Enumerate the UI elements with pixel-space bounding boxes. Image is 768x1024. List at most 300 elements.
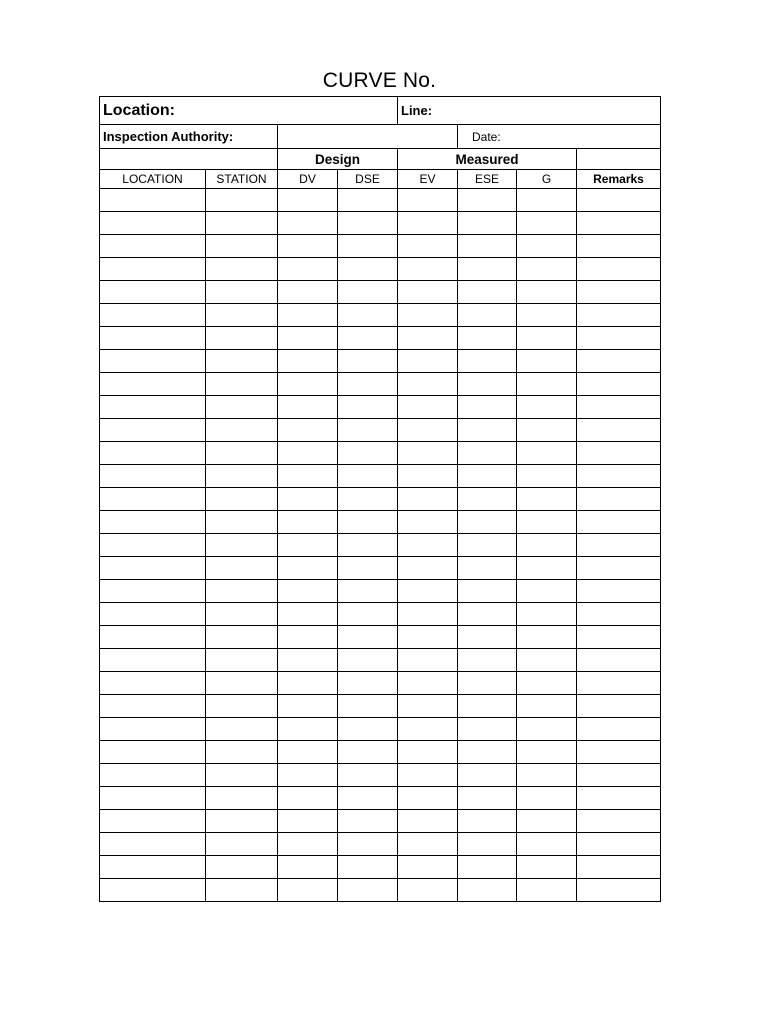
cell-ev[interactable] (398, 327, 458, 350)
table-row (100, 419, 661, 442)
cell-ev[interactable] (398, 212, 458, 235)
cell-g[interactable] (517, 419, 577, 442)
cell-dv[interactable] (278, 764, 338, 787)
cell-g[interactable] (517, 350, 577, 373)
cell-remarks[interactable] (577, 350, 661, 373)
cell-g[interactable] (517, 580, 577, 603)
cell-remarks[interactable] (577, 557, 661, 580)
cell-ese[interactable] (458, 281, 517, 304)
cell-ese[interactable] (458, 442, 517, 465)
cell-ev[interactable] (398, 672, 458, 695)
cell-ese[interactable] (458, 235, 517, 258)
cell-ev[interactable] (398, 373, 458, 396)
cell-location[interactable] (100, 718, 206, 741)
cell-station[interactable] (206, 488, 278, 511)
cell-location[interactable] (100, 603, 206, 626)
cell-ev[interactable] (398, 419, 458, 442)
cell-dse[interactable] (338, 764, 398, 787)
cell-ev[interactable] (398, 488, 458, 511)
cell-location[interactable] (100, 235, 206, 258)
cell-location[interactable] (100, 304, 206, 327)
cell-remarks[interactable] (577, 189, 661, 212)
cell-g[interactable] (517, 534, 577, 557)
cell-location[interactable] (100, 373, 206, 396)
cell-dv[interactable] (278, 787, 338, 810)
cell-dse[interactable] (338, 281, 398, 304)
cell-ev[interactable] (398, 442, 458, 465)
cell-dse[interactable] (338, 442, 398, 465)
cell-g[interactable] (517, 511, 577, 534)
cell-station[interactable] (206, 511, 278, 534)
cell-location[interactable] (100, 810, 206, 833)
cell-ev[interactable] (398, 534, 458, 557)
cell-g[interactable] (517, 212, 577, 235)
cell-location[interactable] (100, 580, 206, 603)
location-field[interactable] (100, 97, 398, 125)
cell-ev[interactable] (398, 235, 458, 258)
cell-dse[interactable] (338, 419, 398, 442)
cell-location[interactable] (100, 741, 206, 764)
cell-remarks[interactable] (577, 741, 661, 764)
cell-station[interactable] (206, 350, 278, 373)
col-header-dv: DV (278, 170, 338, 189)
cell-station[interactable] (206, 787, 278, 810)
table-row (100, 488, 661, 511)
cell-g[interactable] (517, 603, 577, 626)
col-header-dse: DSE (338, 170, 398, 189)
cell-g[interactable] (517, 695, 577, 718)
table-row (100, 557, 661, 580)
cell-ese[interactable] (458, 741, 517, 764)
cell-ev[interactable] (398, 281, 458, 304)
table-row (100, 258, 661, 281)
cell-remarks[interactable] (577, 672, 661, 695)
cell-ese[interactable] (458, 810, 517, 833)
cell-dse[interactable] (338, 833, 398, 856)
cell-location[interactable] (100, 672, 206, 695)
table-row (100, 672, 661, 695)
cell-ese[interactable] (458, 649, 517, 672)
cell-remarks[interactable] (577, 718, 661, 741)
cell-dv[interactable] (278, 465, 338, 488)
cell-g[interactable] (517, 787, 577, 810)
table-row (100, 373, 661, 396)
cell-remarks[interactable] (577, 442, 661, 465)
cell-remarks[interactable] (577, 534, 661, 557)
cell-dv[interactable] (278, 235, 338, 258)
cell-g[interactable] (517, 373, 577, 396)
cell-ev[interactable] (398, 856, 458, 879)
cell-dse[interactable] (338, 603, 398, 626)
cell-remarks[interactable] (577, 879, 661, 902)
cell-g[interactable] (517, 833, 577, 856)
inspection-authority-label-cell (100, 125, 278, 149)
cell-remarks[interactable] (577, 258, 661, 281)
table-row (100, 718, 661, 741)
cell-ese[interactable] (458, 764, 517, 787)
cell-dse[interactable] (338, 511, 398, 534)
cell-remarks[interactable] (577, 419, 661, 442)
cell-remarks[interactable] (577, 396, 661, 419)
cell-g[interactable] (517, 626, 577, 649)
cell-ese[interactable] (458, 718, 517, 741)
cell-station[interactable] (206, 649, 278, 672)
cell-location[interactable] (100, 258, 206, 281)
cell-location[interactable] (100, 281, 206, 304)
cell-location[interactable] (100, 396, 206, 419)
cell-g[interactable] (517, 396, 577, 419)
cell-dse[interactable] (338, 580, 398, 603)
cell-ev[interactable] (398, 695, 458, 718)
cell-station[interactable] (206, 672, 278, 695)
cell-dv[interactable] (278, 741, 338, 764)
table-row (100, 465, 661, 488)
cell-dv[interactable] (278, 511, 338, 534)
cell-ese[interactable] (458, 626, 517, 649)
cell-dv[interactable] (278, 212, 338, 235)
cell-ese[interactable] (458, 580, 517, 603)
cell-ese[interactable] (458, 833, 517, 856)
col-header-ev: EV (398, 170, 458, 189)
cell-g[interactable] (517, 189, 577, 212)
cell-dv[interactable] (278, 396, 338, 419)
cell-station[interactable] (206, 212, 278, 235)
cell-location[interactable] (100, 557, 206, 580)
table-row (100, 810, 661, 833)
cell-g[interactable] (517, 879, 577, 902)
inspection-authority-field[interactable] (278, 125, 458, 149)
group-header-row (100, 149, 661, 170)
inspection-authority-label: Inspection Authority: (103, 129, 234, 144)
cell-dse[interactable] (338, 672, 398, 695)
cell-remarks[interactable] (577, 465, 661, 488)
col-header-ese: ESE (458, 170, 517, 189)
measured-group-header: Measured (398, 149, 577, 170)
cell-remarks[interactable] (577, 511, 661, 534)
column-header-row (100, 170, 661, 189)
cell-dse[interactable] (338, 879, 398, 902)
cell-g[interactable] (517, 672, 577, 695)
cell-station[interactable] (206, 189, 278, 212)
cell-dv[interactable] (278, 373, 338, 396)
cell-location[interactable] (100, 488, 206, 511)
cell-dse[interactable] (338, 373, 398, 396)
cell-remarks[interactable] (577, 603, 661, 626)
cell-g[interactable] (517, 741, 577, 764)
cell-dv[interactable] (278, 879, 338, 902)
cell-location[interactable] (100, 212, 206, 235)
table-row (100, 879, 661, 902)
cell-station[interactable] (206, 373, 278, 396)
cell-station[interactable] (206, 442, 278, 465)
table-row (100, 350, 661, 373)
table-row (100, 626, 661, 649)
cell-ese[interactable] (458, 350, 517, 373)
cell-station[interactable] (206, 856, 278, 879)
cell-dse[interactable] (338, 235, 398, 258)
cell-remarks[interactable] (577, 235, 661, 258)
cell-dse[interactable] (338, 810, 398, 833)
cell-dse[interactable] (338, 856, 398, 879)
col-header-location: LOCATION (100, 170, 206, 189)
table-row (100, 327, 661, 350)
table-row (100, 235, 661, 258)
date-field[interactable] (458, 125, 661, 149)
table-row (100, 212, 661, 235)
cell-ese[interactable] (458, 856, 517, 879)
cell-ese[interactable] (458, 304, 517, 327)
cell-location[interactable] (100, 764, 206, 787)
cell-remarks[interactable] (577, 695, 661, 718)
cell-remarks[interactable] (577, 787, 661, 810)
cell-ev[interactable] (398, 718, 458, 741)
cell-remarks[interactable] (577, 626, 661, 649)
cell-ev[interactable] (398, 304, 458, 327)
cell-g[interactable] (517, 304, 577, 327)
cell-g[interactable] (517, 718, 577, 741)
cell-ese[interactable] (458, 373, 517, 396)
cell-ese[interactable] (458, 327, 517, 350)
cell-remarks[interactable] (577, 764, 661, 787)
cell-station[interactable] (206, 557, 278, 580)
table-row (100, 396, 661, 419)
table-row (100, 787, 661, 810)
cell-station[interactable] (206, 833, 278, 856)
cell-station[interactable] (206, 235, 278, 258)
cell-dv[interactable] (278, 327, 338, 350)
cell-remarks[interactable] (577, 810, 661, 833)
cell-station[interactable] (206, 580, 278, 603)
location-label: Location: (103, 101, 175, 119)
cell-dse[interactable] (338, 396, 398, 419)
cell-ese[interactable] (458, 695, 517, 718)
cell-dse[interactable] (338, 488, 398, 511)
cell-ese[interactable] (458, 511, 517, 534)
cell-ese[interactable] (458, 879, 517, 902)
cell-dse[interactable] (338, 787, 398, 810)
cell-ev[interactable] (398, 465, 458, 488)
table-row (100, 281, 661, 304)
cell-dse[interactable] (338, 327, 398, 350)
location-row (100, 97, 661, 125)
cell-g[interactable] (517, 281, 577, 304)
cell-dse[interactable] (338, 741, 398, 764)
cell-ese[interactable] (458, 189, 517, 212)
remarks-group-blank (577, 149, 661, 170)
cell-g[interactable] (517, 557, 577, 580)
cell-remarks[interactable] (577, 327, 661, 350)
cell-station[interactable] (206, 465, 278, 488)
cell-station[interactable] (206, 695, 278, 718)
group-blank-cell (100, 149, 278, 170)
cell-ese[interactable] (458, 212, 517, 235)
cell-g[interactable] (517, 856, 577, 879)
cell-location[interactable] (100, 649, 206, 672)
cell-dse[interactable] (338, 557, 398, 580)
cell-dse[interactable] (338, 649, 398, 672)
cell-location[interactable] (100, 350, 206, 373)
cell-dse[interactable] (338, 350, 398, 373)
cell-ev[interactable] (398, 258, 458, 281)
cell-dv[interactable] (278, 833, 338, 856)
cell-ese[interactable] (458, 534, 517, 557)
cell-dv[interactable] (278, 442, 338, 465)
cell-dse[interactable] (338, 695, 398, 718)
cell-remarks[interactable] (577, 212, 661, 235)
cell-dv[interactable] (278, 718, 338, 741)
page-title: CURVE No. (322, 69, 437, 92)
cell-ese[interactable] (458, 787, 517, 810)
cell-location[interactable] (100, 442, 206, 465)
cell-ese[interactable] (458, 258, 517, 281)
cell-dv[interactable] (278, 281, 338, 304)
cell-station[interactable] (206, 258, 278, 281)
cell-ev[interactable] (398, 580, 458, 603)
cell-dse[interactable] (338, 718, 398, 741)
inspection-authority-row (100, 125, 661, 149)
cell-ev[interactable] (398, 649, 458, 672)
cell-station[interactable] (206, 304, 278, 327)
cell-dv[interactable] (278, 304, 338, 327)
cell-g[interactable] (517, 442, 577, 465)
cell-location[interactable] (100, 327, 206, 350)
cell-location[interactable] (100, 787, 206, 810)
cell-ev[interactable] (398, 350, 458, 373)
col-header-g: G (517, 170, 577, 189)
cell-remarks[interactable] (577, 649, 661, 672)
cell-ev[interactable] (398, 764, 458, 787)
cell-ese[interactable] (458, 396, 517, 419)
cell-dse[interactable] (338, 626, 398, 649)
cell-dv[interactable] (278, 534, 338, 557)
cell-remarks[interactable] (577, 373, 661, 396)
cell-location[interactable] (100, 833, 206, 856)
cell-location[interactable] (100, 511, 206, 534)
cell-dv[interactable] (278, 189, 338, 212)
cell-ese[interactable] (458, 557, 517, 580)
cell-g[interactable] (517, 258, 577, 281)
cell-dv[interactable] (278, 350, 338, 373)
cell-ev[interactable] (398, 511, 458, 534)
cell-dv[interactable] (278, 557, 338, 580)
cell-station[interactable] (206, 281, 278, 304)
cell-ese[interactable] (458, 488, 517, 511)
cell-dv[interactable] (278, 580, 338, 603)
line-label: Line: (401, 103, 433, 118)
cell-ese[interactable] (458, 465, 517, 488)
cell-dv[interactable] (278, 603, 338, 626)
cell-ev[interactable] (398, 396, 458, 419)
cell-location[interactable] (100, 879, 206, 902)
cell-remarks[interactable] (577, 856, 661, 879)
date-label: Date: (472, 129, 501, 144)
cell-ese[interactable] (458, 672, 517, 695)
cell-g[interactable] (517, 465, 577, 488)
cell-dse[interactable] (338, 212, 398, 235)
cell-dv[interactable] (278, 258, 338, 281)
cell-g[interactable] (517, 235, 577, 258)
cell-station[interactable] (206, 603, 278, 626)
col-header-remarks: Remarks (577, 170, 661, 189)
cell-remarks[interactable] (577, 488, 661, 511)
cell-dse[interactable] (338, 189, 398, 212)
cell-dse[interactable] (338, 258, 398, 281)
cell-remarks[interactable] (577, 833, 661, 856)
line-field[interactable] (398, 97, 661, 125)
cell-g[interactable] (517, 488, 577, 511)
cell-ev[interactable] (398, 787, 458, 810)
cell-remarks[interactable] (577, 304, 661, 327)
cell-ese[interactable] (458, 419, 517, 442)
table-row (100, 603, 661, 626)
table-row (100, 511, 661, 534)
cell-g[interactable] (517, 327, 577, 350)
cell-station[interactable] (206, 327, 278, 350)
cell-dv[interactable] (278, 695, 338, 718)
cell-dv[interactable] (278, 649, 338, 672)
table-row (100, 764, 661, 787)
cell-location[interactable] (100, 626, 206, 649)
cell-station[interactable] (206, 718, 278, 741)
cell-dv[interactable] (278, 488, 338, 511)
cell-station[interactable] (206, 419, 278, 442)
cell-ev[interactable] (398, 557, 458, 580)
design-group-header: Design (278, 149, 398, 170)
cell-dv[interactable] (278, 626, 338, 649)
cell-location[interactable] (100, 856, 206, 879)
cell-location[interactable] (100, 695, 206, 718)
cell-g[interactable] (517, 810, 577, 833)
table-row (100, 649, 661, 672)
cell-dse[interactable] (338, 304, 398, 327)
table-row (100, 189, 661, 212)
cell-station[interactable] (206, 626, 278, 649)
cell-dse[interactable] (338, 534, 398, 557)
cell-ev[interactable] (398, 189, 458, 212)
cell-station[interactable] (206, 810, 278, 833)
table-row (100, 856, 661, 879)
cell-ev[interactable] (398, 810, 458, 833)
cell-location[interactable] (100, 465, 206, 488)
cell-ev[interactable] (398, 879, 458, 902)
cell-dv[interactable] (278, 672, 338, 695)
cell-location[interactable] (100, 534, 206, 557)
cell-station[interactable] (206, 534, 278, 557)
cell-location[interactable] (100, 419, 206, 442)
table-row (100, 741, 661, 764)
cell-location[interactable] (100, 189, 206, 212)
cell-remarks[interactable] (577, 281, 661, 304)
cell-ev[interactable] (398, 833, 458, 856)
cell-g[interactable] (517, 764, 577, 787)
col-header-station: STATION (206, 170, 278, 189)
cell-ev[interactable] (398, 603, 458, 626)
cell-dv[interactable] (278, 856, 338, 879)
cell-station[interactable] (206, 764, 278, 787)
cell-ese[interactable] (458, 603, 517, 626)
cell-remarks[interactable] (577, 580, 661, 603)
cell-ev[interactable] (398, 626, 458, 649)
cell-station[interactable] (206, 741, 278, 764)
cell-ev[interactable] (398, 741, 458, 764)
cell-station[interactable] (206, 396, 278, 419)
cell-dv[interactable] (278, 419, 338, 442)
cell-dse[interactable] (338, 465, 398, 488)
cell-station[interactable] (206, 879, 278, 902)
cell-dv[interactable] (278, 810, 338, 833)
cell-g[interactable] (517, 649, 577, 672)
curve-inspection-form (99, 96, 661, 902)
